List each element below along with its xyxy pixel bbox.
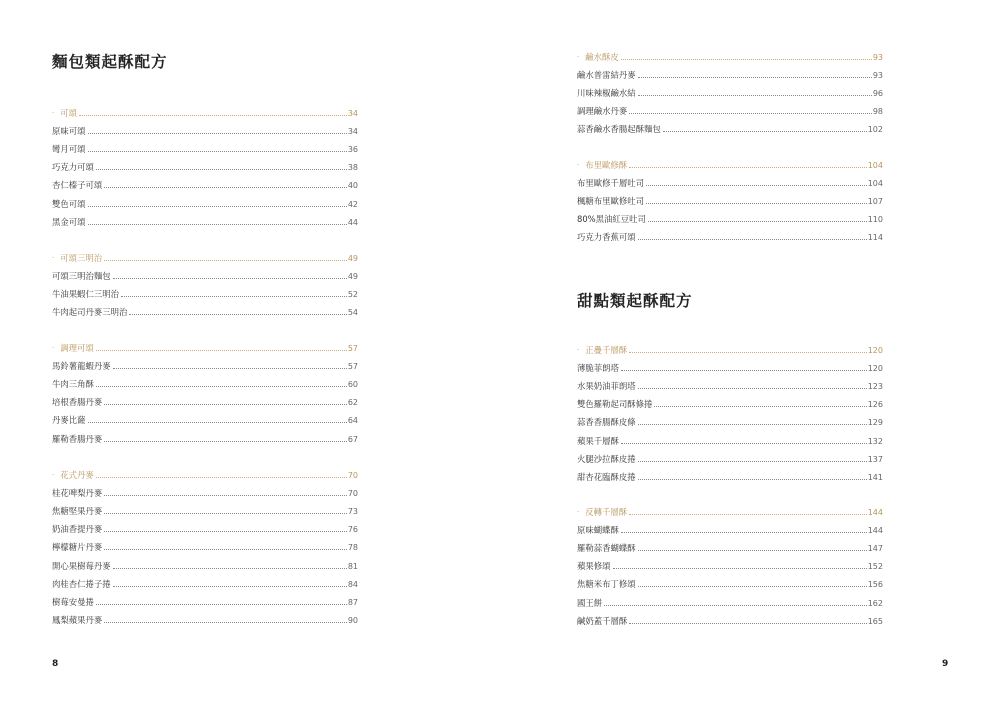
page-ref: 42 xyxy=(347,199,358,209)
dot-leader xyxy=(88,422,347,423)
entry-title: 巧克力香蕉可頌 xyxy=(577,232,636,243)
dot-leader xyxy=(129,314,346,315)
entry-title: 薄脆菲朗塔 xyxy=(577,363,619,374)
dot-leader xyxy=(113,278,347,279)
dot-leader xyxy=(104,531,347,532)
entry-title: 巧克力可頌 xyxy=(52,162,94,173)
dot-leader xyxy=(638,586,867,587)
page-ref: 34 xyxy=(347,109,358,119)
entry-title: 鹹奶蓋千層酥 xyxy=(577,615,628,626)
entry-title: 可頌三明治麵包 xyxy=(52,271,111,282)
page-ref: 34 xyxy=(347,127,358,137)
dot-leader xyxy=(104,549,347,550)
toc-entry xyxy=(52,608,358,626)
small-dot-icon: · xyxy=(577,53,580,62)
entry-title: 雙色羅勒起司酥條捲 xyxy=(577,399,653,410)
toc-entry xyxy=(52,481,358,499)
dot-leader xyxy=(638,424,867,425)
toc-entry xyxy=(577,171,883,189)
toc-section-heading xyxy=(52,101,358,119)
dot-leader xyxy=(88,206,347,207)
entry-title: 焦糖堅果丹麥 xyxy=(52,506,103,517)
toc-section-heading xyxy=(577,153,883,171)
entry-title: 牛肉起司丹麥三明治 xyxy=(52,307,128,318)
dot-leader xyxy=(621,443,867,444)
entry-title: 奶油香提丹麥 xyxy=(52,524,103,535)
entry-title: 開心果樹莓丹麥 xyxy=(52,560,111,571)
toc-entry xyxy=(577,99,883,117)
dot-leader xyxy=(663,131,867,132)
toc-entry xyxy=(52,572,358,590)
page-ref: 144 xyxy=(867,526,883,536)
entry-title: 檸檬糖片丹麥 xyxy=(52,542,103,553)
toc-section xyxy=(52,336,358,445)
page-ref: 104 xyxy=(867,161,883,171)
entry-title: 桂花啤梨丹麥 xyxy=(52,488,103,499)
dot-leader xyxy=(88,224,347,225)
section-title: 可頌三明治 xyxy=(60,253,103,264)
entry-title: 黑金可頌 xyxy=(52,216,86,227)
dot-leader xyxy=(638,77,872,78)
toc-section-heading xyxy=(577,45,883,63)
toc-entry xyxy=(577,207,883,225)
page-title: 甜點類起酥配方 xyxy=(577,292,693,310)
entry-title: 杏仁榛子可頌 xyxy=(52,180,103,191)
toc-entry xyxy=(52,137,358,155)
toc-entry xyxy=(577,590,883,608)
dot-leader xyxy=(79,115,347,116)
page-title: 麵包類起酥配方 xyxy=(52,53,168,71)
dot-leader xyxy=(96,169,347,170)
toc-section xyxy=(52,246,358,318)
dot-leader xyxy=(629,514,867,515)
dot-leader xyxy=(104,495,347,496)
toc-entry xyxy=(52,390,358,408)
page-ref: 70 xyxy=(347,471,358,481)
page-ref: 110 xyxy=(867,215,883,225)
page-ref: 84 xyxy=(347,579,358,589)
page-ref: 152 xyxy=(867,562,883,572)
page-ref: 147 xyxy=(867,544,883,554)
small-dot-icon: · xyxy=(52,254,55,263)
page-ref: 57 xyxy=(347,344,358,354)
toc-entry xyxy=(52,282,358,300)
toc-entry xyxy=(52,354,358,372)
dot-leader xyxy=(104,513,347,514)
page-ref: 64 xyxy=(347,416,358,426)
dot-leader xyxy=(621,59,872,60)
toc-entry xyxy=(577,63,883,81)
toc-section xyxy=(52,101,358,228)
dot-leader xyxy=(629,113,872,114)
page-ref: 38 xyxy=(347,163,358,173)
dot-leader xyxy=(104,622,347,623)
page-ref: 54 xyxy=(347,308,358,318)
toc-entry xyxy=(52,426,358,444)
toc-entry xyxy=(577,465,883,483)
entry-title: 雙色可頌 xyxy=(52,198,86,209)
small-dot-icon: · xyxy=(577,161,580,170)
toc-section-heading xyxy=(52,463,358,481)
page-number: 8 xyxy=(52,659,59,669)
toc-section xyxy=(52,463,358,626)
page-ref: 76 xyxy=(347,525,358,535)
dot-leader xyxy=(604,605,867,606)
page-ref: 162 xyxy=(867,598,883,608)
entry-title: 羅勒蒜香蝴蝶酥 xyxy=(577,543,636,554)
dot-leader xyxy=(113,568,347,569)
page-ref: 165 xyxy=(867,616,883,626)
entry-title: 80%黑油紅豆吐司 xyxy=(577,214,646,225)
section-title: 正疊千層酥 xyxy=(585,345,628,356)
toc-entry xyxy=(577,374,883,392)
page-ref: 126 xyxy=(867,400,883,410)
toc-section xyxy=(577,153,883,243)
entry-title: 樹莓安曼捲 xyxy=(52,596,94,607)
toc-entry xyxy=(577,572,883,590)
entry-title: 蒜香香腸酥皮條 xyxy=(577,417,636,428)
dot-leader xyxy=(113,368,347,369)
entry-title: 原味蝴蝶酥 xyxy=(577,525,619,536)
page-ref: 120 xyxy=(867,346,883,356)
page-ref: 49 xyxy=(347,254,358,264)
dot-leader xyxy=(629,167,867,168)
dot-leader xyxy=(613,568,867,569)
entry-title: 肉桂杏仁捲子捲 xyxy=(52,578,111,589)
page-ref: 137 xyxy=(867,454,883,464)
dot-leader xyxy=(96,386,347,387)
dot-leader xyxy=(96,477,347,478)
toc-entry xyxy=(577,81,883,99)
page-ref: 78 xyxy=(347,543,358,553)
page-ref: 93 xyxy=(872,71,883,81)
entry-title: 蘋果千層酥 xyxy=(577,435,619,446)
toc-entry xyxy=(577,225,883,243)
entry-title: 焦糖米布丁修頌 xyxy=(577,579,636,590)
dot-leader xyxy=(638,550,867,551)
toc-section-heading xyxy=(577,500,883,518)
entry-title: 水果奶油菲朗塔 xyxy=(577,381,636,392)
dot-leader xyxy=(648,221,867,222)
toc-entry xyxy=(52,499,358,517)
toc-entry xyxy=(52,535,358,553)
toc-entry xyxy=(52,173,358,191)
dot-leader xyxy=(646,185,867,186)
page-ref: 87 xyxy=(347,597,358,607)
dot-leader xyxy=(121,296,347,297)
toc-entry xyxy=(52,408,358,426)
section-title: 調理可頌 xyxy=(60,343,94,354)
entry-title: 布里歐修千層吐司 xyxy=(577,178,644,189)
small-dot-icon: · xyxy=(52,471,55,480)
toc-entry xyxy=(52,372,358,390)
entry-title: 蒜香鹼水香腸起酥麵包 xyxy=(577,124,661,135)
page-ref: 67 xyxy=(347,434,358,444)
page-ref: 141 xyxy=(867,472,883,482)
page-ref: 104 xyxy=(867,179,883,189)
entry-title: 楓糖布里歐修吐司 xyxy=(577,196,644,207)
small-dot-icon: · xyxy=(577,346,580,355)
toc-entry xyxy=(577,609,883,627)
page-ref: 49 xyxy=(347,272,358,282)
toc-section-heading xyxy=(52,246,358,264)
entry-title: 培根香腸丹麥 xyxy=(52,397,103,408)
dot-leader xyxy=(88,151,347,152)
dot-leader xyxy=(88,133,347,134)
toc-section-heading xyxy=(577,338,883,356)
dot-leader xyxy=(104,187,347,188)
page-ref: 40 xyxy=(347,181,358,191)
page-ref: 60 xyxy=(347,380,358,390)
toc-entry xyxy=(52,517,358,535)
page-ref: 129 xyxy=(867,418,883,428)
small-dot-icon: · xyxy=(52,109,55,118)
toc-entry xyxy=(577,554,883,572)
page-ref: 90 xyxy=(347,615,358,625)
dot-leader xyxy=(96,604,347,605)
section-title: 反轉千層酥 xyxy=(585,507,628,518)
toc-entry xyxy=(577,410,883,428)
entry-title: 原味可頌 xyxy=(52,126,86,137)
entry-title: 羅勒香腸丹麥 xyxy=(52,433,103,444)
toc-entry xyxy=(577,536,883,554)
page-ref: 132 xyxy=(867,436,883,446)
entry-title: 馬鈴薯龍蝦丹麥 xyxy=(52,361,111,372)
entry-title: 甜杏花臨酥皮捲 xyxy=(577,471,636,482)
toc-entry xyxy=(577,428,883,446)
toc-entry xyxy=(577,189,883,207)
section-title: 可頌 xyxy=(60,108,77,119)
page-ref: 96 xyxy=(872,89,883,99)
page-ref: 52 xyxy=(347,290,358,300)
entry-title: 火腿沙拉酥皮捲 xyxy=(577,453,636,464)
dot-leader xyxy=(638,388,867,389)
dot-leader xyxy=(629,352,867,353)
toc-section-heading xyxy=(52,336,358,354)
dot-leader xyxy=(638,461,867,462)
toc-entry xyxy=(52,553,358,571)
page-ref: 114 xyxy=(867,233,883,243)
toc-entry xyxy=(52,210,358,228)
toc-entry xyxy=(577,392,883,410)
entry-title: 牛肉三角酥 xyxy=(52,379,94,390)
page-ref: 144 xyxy=(867,508,883,518)
section-title: 花式丹麥 xyxy=(60,470,94,481)
entry-title: 牛油果蝦仁三明治 xyxy=(52,289,119,300)
toc-entry xyxy=(52,191,358,209)
entry-title: 國王餅 xyxy=(577,597,603,608)
entry-title: 丹麥比薩 xyxy=(52,415,86,426)
toc-entry xyxy=(577,447,883,465)
dot-leader xyxy=(638,239,867,240)
dot-leader xyxy=(113,586,347,587)
dot-leader xyxy=(104,404,347,405)
page-ref: 98 xyxy=(872,107,883,117)
page-ref: 93 xyxy=(872,53,883,63)
dot-leader xyxy=(621,532,867,533)
dot-leader xyxy=(654,406,866,407)
dot-leader xyxy=(621,370,867,371)
page-number: 9 xyxy=(942,659,949,669)
toc-entry xyxy=(52,264,358,282)
dot-leader xyxy=(629,623,866,624)
page-ref: 156 xyxy=(867,580,883,590)
page-ref: 107 xyxy=(867,197,883,207)
dot-leader xyxy=(104,260,347,261)
toc-entry xyxy=(52,300,358,318)
toc-section xyxy=(577,338,883,483)
dot-leader xyxy=(96,350,347,351)
toc-entry xyxy=(577,356,883,374)
entry-title: 鹼水普雷結丹麥 xyxy=(577,70,636,81)
toc-entry xyxy=(577,117,883,135)
dot-leader xyxy=(638,479,867,480)
toc-entry xyxy=(52,590,358,608)
page-ref: 73 xyxy=(347,507,358,517)
entry-title: 彎月可頌 xyxy=(52,144,86,155)
page-ref: 36 xyxy=(347,145,358,155)
toc-entry xyxy=(52,155,358,173)
entry-title: 鳳梨蘋果丹麥 xyxy=(52,614,103,625)
toc-entry xyxy=(52,119,358,137)
small-dot-icon: · xyxy=(52,344,55,353)
page-ref: 44 xyxy=(347,217,358,227)
toc-section xyxy=(577,45,883,135)
dot-leader xyxy=(638,95,872,96)
dot-leader xyxy=(104,441,347,442)
entry-title: 蘋果修頌 xyxy=(577,561,611,572)
section-title: 鹼水酥皮 xyxy=(585,52,619,63)
page-ref: 70 xyxy=(347,489,358,499)
entry-title: 調理鹼水丹麥 xyxy=(577,106,628,117)
right-page xyxy=(500,0,1000,703)
page-ref: 62 xyxy=(347,398,358,408)
toc-section xyxy=(577,500,883,627)
small-dot-icon: · xyxy=(577,508,580,517)
page-ref: 120 xyxy=(867,364,883,374)
entry-title: 川味辣椒鹼水結 xyxy=(577,88,636,99)
dot-leader xyxy=(646,203,867,204)
page-ref: 102 xyxy=(867,125,883,135)
toc-entry xyxy=(577,518,883,536)
page-ref: 57 xyxy=(347,362,358,372)
page-ref: 81 xyxy=(347,561,358,571)
page-ref: 123 xyxy=(867,382,883,392)
section-title: 布里歐修酥 xyxy=(585,160,628,171)
